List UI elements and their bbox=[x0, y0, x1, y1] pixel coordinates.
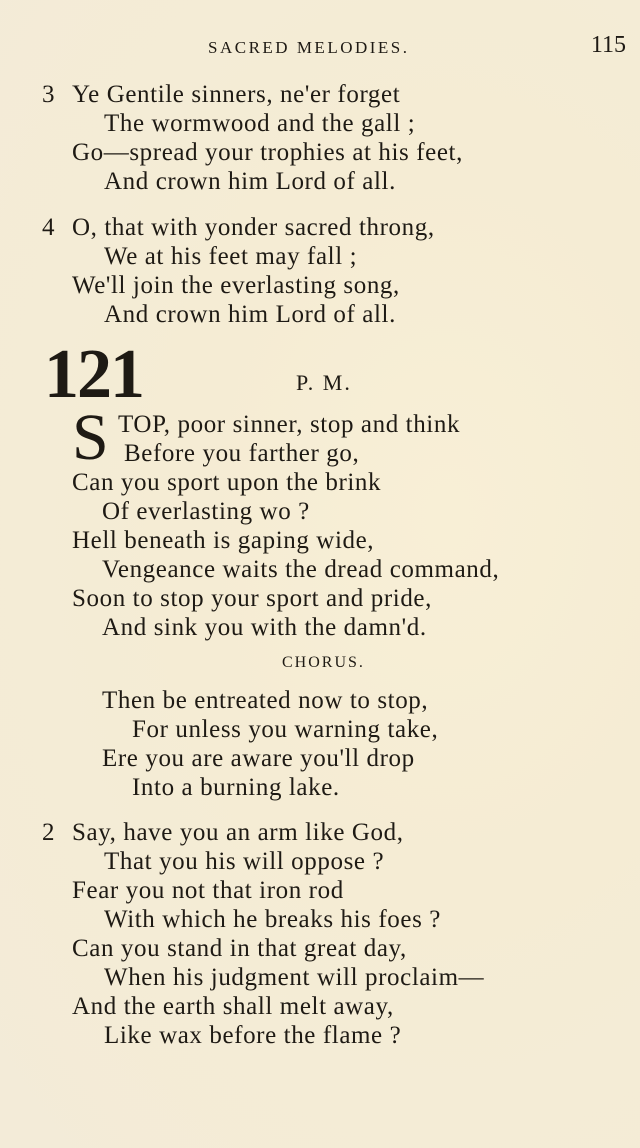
verse-line: That you his will oppose ? bbox=[104, 848, 385, 875]
chorus-line: Into a burning lake. bbox=[132, 774, 340, 801]
hymn-meter: P. M. bbox=[296, 370, 352, 395]
verse-number: 3 bbox=[42, 81, 55, 108]
verse-line: Before you farther go, bbox=[124, 440, 360, 467]
verse-line: Say, have you an arm like God, bbox=[72, 819, 404, 846]
verse-line: When his judgment will proclaim— bbox=[104, 964, 485, 991]
verse-line: Go—spread your trophies at his feet, bbox=[72, 139, 463, 166]
verse-number: 4 bbox=[42, 214, 55, 241]
verse-number: 2 bbox=[42, 819, 55, 846]
verse-line: Fear you not that iron rod bbox=[72, 877, 344, 904]
chorus-line: For unless you warning take, bbox=[132, 716, 439, 743]
verse-line: Hell beneath is gaping wide, bbox=[72, 527, 375, 554]
verse-line: Soon to stop your sport and pride, bbox=[72, 585, 432, 612]
verse-line: Can you stand in that great day, bbox=[72, 935, 407, 962]
verse-line: With which he breaks his foes ? bbox=[104, 906, 441, 933]
verse-line: O, that with yonder sacred throng, bbox=[72, 214, 435, 241]
page-header bbox=[0, 32, 640, 60]
verse-line: Can you sport upon the brink bbox=[72, 469, 382, 496]
chorus-line: Ere you are aware you'll drop bbox=[102, 745, 415, 772]
verse-line: Ye Gentile sinners, ne'er forget bbox=[72, 81, 401, 108]
verse-line: And the earth shall melt away, bbox=[72, 993, 394, 1020]
page-number: 115 bbox=[590, 32, 626, 58]
verse-line: Like wax before the flame ? bbox=[104, 1022, 402, 1049]
verse-line: TOP, poor sinner, stop and think bbox=[118, 411, 461, 438]
verse-line: And crown him Lord of all. bbox=[104, 168, 396, 195]
running-title: SACRED MELODIES. bbox=[208, 38, 410, 57]
verse-line: And crown him Lord of all. bbox=[104, 301, 396, 328]
chorus-label: CHORUS. bbox=[282, 654, 365, 671]
verse-line: Vengeance waits the dread command, bbox=[102, 556, 500, 583]
verse-line: The wormwood and the gall ; bbox=[104, 110, 416, 137]
verse-line: We'll join the everlasting song, bbox=[72, 272, 400, 299]
verse-line: And sink you with the damn'd. bbox=[102, 614, 427, 641]
hymn-number: 121 bbox=[44, 336, 143, 413]
chorus-line: Then be entreated now to stop, bbox=[102, 687, 429, 714]
verse-line: Of everlasting wo ? bbox=[102, 498, 310, 525]
verse-line: We at his feet may fall ; bbox=[104, 243, 358, 270]
drop-cap: S bbox=[72, 401, 109, 474]
